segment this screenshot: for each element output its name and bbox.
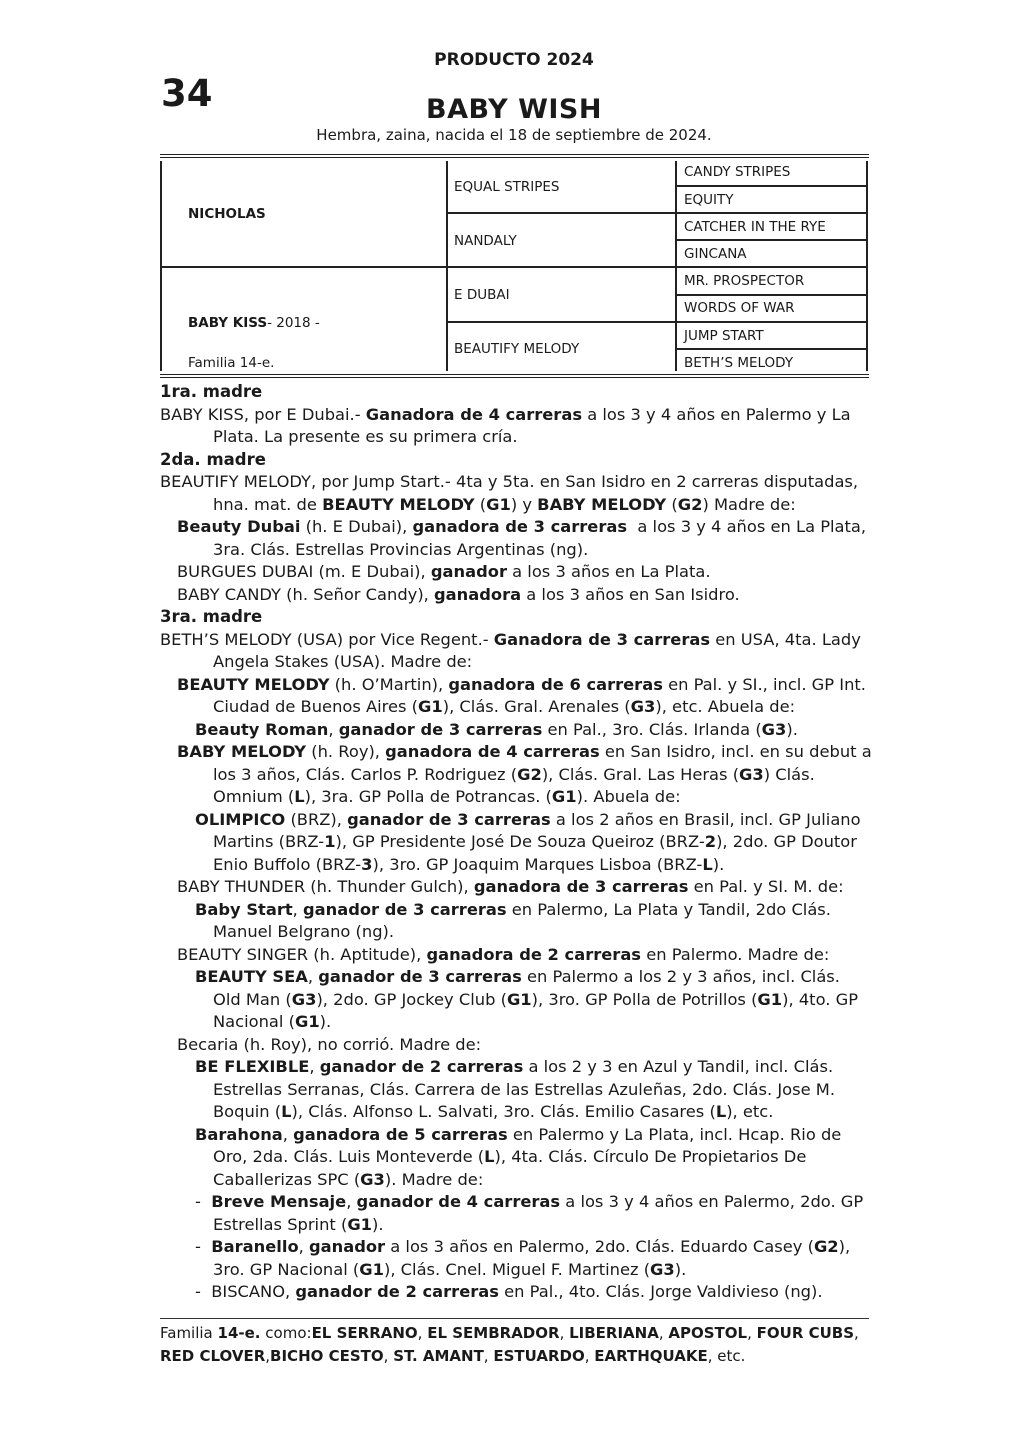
entry-baby-kiss: BABY KISS, por E Dubai.- Ganadora de 4 carreras a los 3 y 4 años en Palermo y La Plata. La presente es su primera cría. [160, 404, 851, 446]
horse-name: BABY WISH [426, 94, 602, 125]
horse-description: Hembra, zaina, nacida el 18 de septiembre de 2024. [316, 126, 712, 144]
entry-beautify-melody: BEAUTIFY MELODY, por Jump Start.- 4ta y 5ta. en San Isidro en 2 carreras disputadas, hna. mat. de BEAUTY MELODY (G1) y BABY MELODY (G2) Madre de: [160, 472, 859, 514]
entry-beauty-sea: BEAUTY SEA, ganador de 3 carreras en Palermo a los 2 y 3 años, incl. Clás. Old Man (G3), 2do. GP Jockey Club (G1), 3ro. GP Polla de Potrillos (G1), 4to. GP Nacional (G1). [195, 967, 859, 1031]
footer-name: EL SERRANO [311, 1324, 418, 1342]
entry-biscano: - BISCANO, ganador de 2 carreras en Pal., 4to. Clás. Jorge Valdivieso (ng). [195, 1282, 823, 1301]
gg-6: WORDS OF WAR [684, 299, 795, 316]
family-label: Familia 14-e. [188, 355, 275, 371]
sire-sire: EQUAL STRIPES [454, 179, 560, 195]
producto-heading: PRODUCTO 2024 [434, 50, 594, 70]
lot-number: 34 [161, 72, 213, 115]
family-footer: Familia 14-e. como:EL SERRANO, EL SEMBRADOR, LIBERIANA, APOSTOL, FOUR CUBS, RED CLOVER,BICHO CESTO, ST. AMANT, ESTUARDO, EARTHQUAKE, etc. [160, 1324, 859, 1365]
entry-beauty-melody: BEAUTY MELODY (h. O’Martin), ganadora de 6 carreras en Pal. y SI., incl. GP Int. Ciudad de Buenos Aires (G1), Clás. Gral. Arenales (G3), etc. Abuela de: [177, 674, 866, 716]
section-3ra-madre: 3ra. madre [160, 607, 263, 626]
pedigree-table [160, 154, 869, 378]
footer-name: ESTUARDO [493, 1346, 585, 1365]
gg-5: MR. PROSPECTOR [684, 272, 805, 289]
entry-baby-candy: BABY CANDY (h. Señor Candy), ganadora a los 3 años en San Isidro. [177, 584, 740, 604]
gg-3: CATCHER IN THE RYE [684, 218, 826, 235]
gg-7: JUMP START [684, 327, 764, 344]
footer-name: FOUR CUBS [756, 1324, 855, 1342]
footer-divider [160, 1318, 869, 1319]
entry-beauty-dubai: Beauty Dubai (h. E Dubai), ganadora de 3 carreras a los 3 y 4 años en La Plata, 3ra. Clás. Estrellas Provincias Argentinas (ng). [177, 517, 867, 559]
footer-name: APOSTOL [668, 1324, 748, 1342]
entry-breve-mensaje: - Breve Mensaje, ganador de 4 carreras a los 3 y 4 años en Palermo, 2do. GP Estrellas Sprint (G1). [195, 1192, 864, 1234]
dam-label: BABY KISS [188, 315, 268, 331]
section-2da-madre: 2da. madre [160, 449, 266, 469]
sire-name: NICHOLAS [188, 206, 266, 222]
entry-beauty-singer: BEAUTY SINGER (h. Aptitude), ganadora de 2 carreras en Palermo. Madre de: [177, 944, 830, 964]
dam-dam: BEAUTIFY MELODY [454, 341, 580, 357]
dam-name [188, 308, 320, 338]
entry-beths-melody: BETH’S MELODY (USA) por Vice Regent.- Ganadora de 3 carreras en USA, 4ta. Lady Angela Stakes (USA). Madre de: [160, 629, 861, 671]
entry-baby-thunder: BABY THUNDER (h. Thunder Gulch), ganadora de 3 carreras en Pal. y SI. M. de: [177, 877, 844, 896]
gg-4: GINCANA [684, 245, 747, 262]
footer-name: EARTHQUAKE [594, 1346, 708, 1365]
entry-barahona: Barahona, ganadora de 5 carreras en Palermo y La Plata, incl. Hcap. Rio de Oro, 2da. Clás. Luis Monteverde (L), 4ta. Clás. Círculo De Propietarios De Caballerizas SPC (G3). Madre de: [195, 1124, 842, 1189]
dam-sire: E DUBAI [454, 287, 510, 303]
entry-beauty-roman: Beauty Roman, ganador de 3 carreras en Pal., 3ro. Clás. Irlanda (G3). [195, 719, 798, 739]
entry-olimpico: OLIMPICO (BRZ), ganador de 3 carreras a los 2 años en Brasil, incl. GP Juliano Martins (BRZ-1), GP Presidente José De Souza Queiroz (BRZ-2), 2do. GP Doutor Enio Buffolo (BRZ-3), 3ro. GP Joaquim Marques Lisboa (BRZ-L). [195, 809, 861, 874]
footer-family: 14-e. [217, 1324, 261, 1342]
catalog-body [160, 381, 872, 1304]
footer-name: EL SEMBRADOR [427, 1324, 560, 1342]
gg-8: BETH’S MELODY [684, 354, 794, 371]
footer-como: como: [260, 1324, 312, 1342]
entry-baby-start: Baby Start, ganador de 3 carreras en Palermo, La Plata y Tandil, 2do Clás. Manuel Belgrano (ng). [195, 899, 831, 941]
footer-name: LIBERIANA [569, 1324, 659, 1342]
entry-be-flexible: BE FLEXIBLE, ganador de 2 carreras a los 2 y 3 en Azul y Tandil, incl. Clás. Estrellas Serranas, Clás. Carrera de las Estrellas Azuleñas, 2do. Clás. Jose M. Boquin (L), Clás. Alfonso L. Salvati, 3ro. Clás. Emilio Casares (L), etc. [195, 1057, 836, 1121]
sire-dam: NANDALY [454, 233, 517, 249]
section-1ra-madre: 1ra. madre [160, 382, 263, 401]
gg-1: CANDY STRIPES [684, 164, 791, 180]
footer-etc: , etc. [707, 1346, 746, 1365]
footer-prefix: Familia [160, 1324, 218, 1342]
entry-baby-melody: BABY MELODY (h. Roy), ganadora de 4 carreras en San Isidro, incl. en su debut a los 3 años, Clás. Carlos P. Rodriguez (G2), Clás. Gral. Las Heras (G3) Clás. Omnium (L), 3ra. GP Polla de Potrancas. (G1). Abuela de: [177, 742, 872, 806]
dam-year: - 2018 - [267, 315, 320, 331]
footer-name: RED CLOVER [160, 1346, 266, 1365]
entry-becaria: Becaria (h. Roy), no corrió. Madre de: [177, 1034, 482, 1054]
entry-burgues-dubai: BURGUES DUBAI (m. E Dubai), ganador a los 3 años en La Plata. [177, 562, 711, 581]
gg-2: EQUITY [684, 191, 734, 208]
footer-name: BICHO CESTO [270, 1346, 384, 1365]
footer-name: ST. AMANT [393, 1346, 484, 1365]
entry-baranello: - Baranello, ganador a los 3 años en Palermo, 2do. Clás. Eduardo Casey (G2), 3ro. GP Nacional (G1), Clás. Cnel. Miguel F. Martinez (G3). [195, 1237, 851, 1279]
